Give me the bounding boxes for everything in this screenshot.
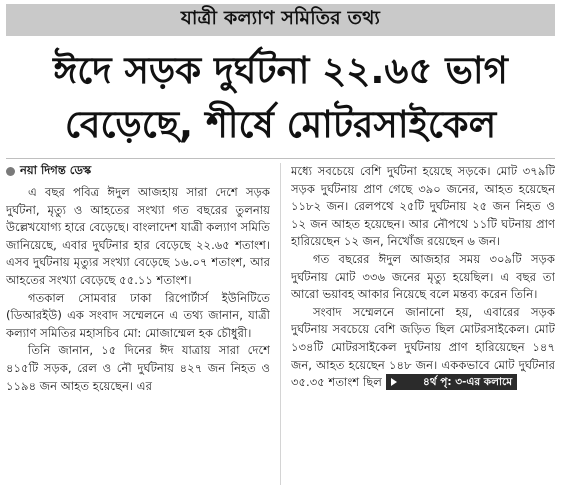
arrow-right-icon (391, 378, 397, 386)
paragraph: মধ্যে সবচেয়ে বেশি দুর্ঘটনা হয়েছে সড়কে। মোট ৩৭৯টি সড়ক দুর্ঘটনায় প্রাণ গেছে ৩৯০ জনের, আহত হয়েছেন ১১৮২ জন। রেলপথে ২৫টি দুর্ঘটনায় ২৫ জন নিহত ও ১২ জন আহত হয়েছেন। আর নৌপথে ১১টি ঘটনায় প্রাণ হারিয়েছেন ১২ জন, নিখোঁজ রয়েছেন ৬ জন। (291, 164, 555, 249)
kicker-bar (6, 4, 555, 36)
paragraph-final-text: সংবাদ সম্মেলনে জানানো হয়, এবারের সড়ক দুর্ঘটনায় সবচেয়ে বেশি জড়িত ছিল মোটরসাইকেল। মোট ১৩৪টি মোটরসাইকেল দুর্ঘটনায় প্রাণ হারিয়েছেন ১৪৭ জন, আহত হয়েছেন ১৪৮ জন। এককভাবে মোট দুর্ঘটনার ৩৫.৩৫ শতাংশ ছিল (291, 304, 555, 390)
continuation-tag[interactable] (386, 374, 517, 390)
byline (6, 163, 270, 179)
article-body (6, 163, 555, 485)
article-column-right (291, 163, 555, 485)
paragraph: গত বছরের ঈদুল আজহার সময় ৩০৯টি সড়ক দুর্ঘটনায় মোট ৩৩৬ জনের মৃত্যু হয়েছিল। এ বছর তা আরো ভয়াবহ আকার নিয়েছে বলে মন্তব্য করেন তিনি। (291, 251, 555, 302)
headline-line-1: ঈদে সড়ক দুর্ঘটনা ২২.৬৫ ভাগ (53, 49, 508, 92)
paragraph: গতকাল সোমবার ঢাকা রিপোর্টার্স ইউনিটিতে (ডিআরইউ) এক সংবাদ সম্মেলনে এ তথ্য জানান, যাত্রী কল্যাণ সমিতির মহাসচিব মো: মোজাম্মেল হক চৌধুরী। (6, 290, 270, 340)
headline-divider (6, 158, 555, 159)
paragraph-final (291, 304, 555, 392)
column-divider (280, 163, 281, 485)
byline-text: নয়া দিগন্ত ডেস্ক (20, 163, 92, 178)
kicker-text: যাত্রী কল্যাণ সমিতির তথ্য (180, 7, 381, 29)
headline-line-2: বেড়েছে, শীর্ষে মোটরসাইকেল (64, 103, 497, 146)
article-column-left (6, 163, 270, 485)
continuation-text: ৪র্থ পৃ: ৩-এর কলামে (422, 376, 513, 389)
headline (6, 44, 555, 152)
paragraph: তিনি জানান, ১৫ দিনের ঈদ যাত্রায় সারা দেশে ৪১৫টি সড়ক, রেল ও নৌ দুর্ঘটনায় ৪২৭ জন নিহত ও ১১৯৪ জন আহত হয়েছেন। এর (6, 343, 270, 393)
paragraph: এ বছর পবিত্র ঈদুল আজহায় সারা দেশে সড়ক দুর্ঘটনা, মৃত্যু ও আহতের সংখ্যা গত বছরের তুলনায় উল্লেখযোগ্য হারে বেড়েছে। বাংলাদেশ যাত্রী কল্যাণ সমিতি জানিয়েছে, এবার দুর্ঘটনার হার বেড়েছে ২২.৬৫ শতাংশ। এসব দুর্ঘটনায় মৃত্যুর সংখ্যা বেড়েছে ১৬.০৭ শতাংশ, আর আহতের সংখ্যা বেড়েছে ৫৫.১১ শতাংশ। (6, 185, 270, 287)
byline-bullet-icon (6, 167, 15, 176)
